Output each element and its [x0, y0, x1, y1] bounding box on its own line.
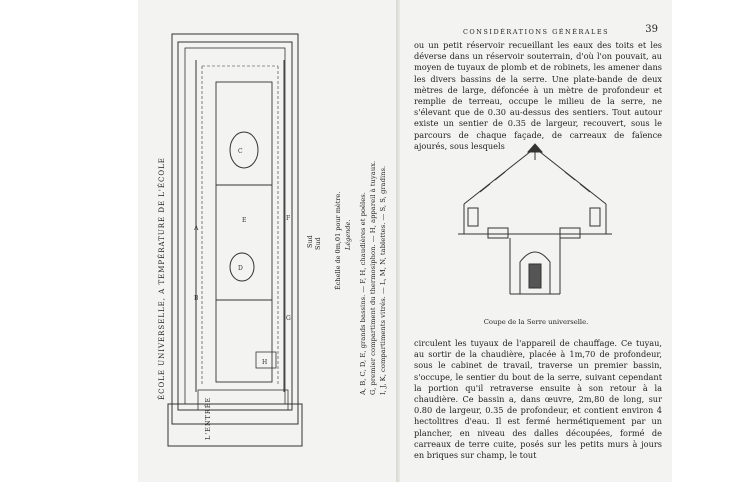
plan-letter-H: H [262, 359, 268, 366]
plan-scale: Échelle de 0m,01 pour mètre. [334, 191, 342, 290]
plan-outer-wall [172, 34, 298, 424]
left-page [138, 0, 400, 482]
plan-letter-F: F [286, 215, 291, 222]
greenhouse-section-figure [450, 142, 620, 312]
running-head: CONSIDÉRATIONS GÉNÉRALES [462, 28, 610, 36]
left-margin [0, 0, 138, 482]
plan-side-label-bottom: Sud [306, 235, 314, 248]
legend-line-1: A, B, C, D, E, grands bassins. — F, H, chaudières et poêles. [359, 192, 367, 395]
plan-letter-B: B [194, 295, 199, 302]
legend-line-2: G, premier compartiment du thermosiphon. — H, appareil à tuyaux. [369, 160, 377, 395]
legend [358, 161, 388, 395]
paragraph-2: circulent les tuyaux de l'appareil de chauffage. Ce tuyau, au sortir de la chaudière, placée à 1m,70 de profondeur, sous le cabinet de travail, traverse un premier bassin, s'occupe, le sentier du bout de la serre, suivant cependant la portion qu'il retraverse ensuite à son retour à la chaudière. Ce bassin a, dans œuvre, 2m,80 de long, sur 0.80 de largeur, 0.35 de profondeur, et contient environ 4 hectolitres d'eau. Il est fermé hermétiquement par un plancher, en niveau des dalles découpées, formé de carreaux de terre cuite, posés sur les petits murs à jours en briques sur champ, le tout [414, 338, 662, 461]
plan-letter-C: C [238, 148, 243, 155]
plan-letter-A: A [194, 225, 199, 232]
legend-title: Légende. [344, 219, 352, 250]
right-page [400, 0, 672, 482]
plan-basin-1 [230, 132, 258, 168]
left-running-head: ÉCOLE UNIVERSELLE, A TEMPÉRATURE DE L'ÉCOLE [158, 157, 166, 400]
legend-line-3: I, J, K, compartiments vitrés. — L, M, N, tablettes. — S, S, gradins. [379, 165, 387, 395]
plan-letter-D: D [238, 265, 243, 272]
plan-side-label-top: Sud [314, 237, 322, 250]
figure-caption: Coupe de la Serre universelle. [483, 318, 589, 326]
plan-central-bed [216, 82, 272, 382]
page-number: 39 [645, 24, 658, 35]
plan-entrance-label: L'ENTRÉE [204, 396, 212, 440]
plan-letter-E: E [242, 217, 247, 224]
plan-letter-G: G [286, 315, 291, 322]
right-margin [672, 0, 750, 482]
paragraph-1: ou un petit réservoir recueillant les eaux des toits et les déverse dans un réservoir souterrain, d'où l'on pouvait, au moyen de tuyaux de plomb et de robinets, les amener dans les divers bassins de la serre. Une plate-bande de deux mètres de large, défoncée à un mètre de profondeur et remplie de terreau, occupe le milieu de la serre, ne s'élevant que de 0.30 au-dessus des sentiers. Tout autour existe un sentier de 0.35 de largeur, recouvert, sous le parcours de chaque façade, de carreaux de faïence ajourés, sous lesquels [414, 40, 662, 151]
